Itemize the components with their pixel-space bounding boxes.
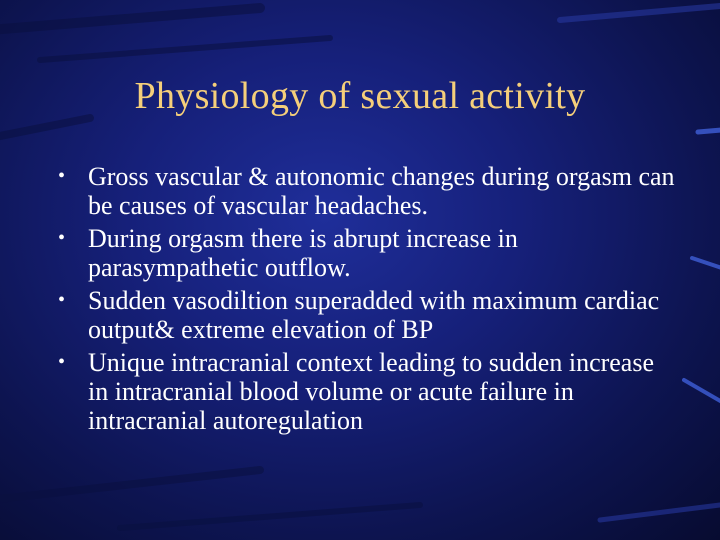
- bullet-text: Unique intracranial context leading to sudden increase in intracranial blood volume or acute failure in intracranial autoregulation: [88, 348, 655, 435]
- bullet-text: Gross vascular & autonomic changes during orgasm can be causes of vascular headaches.: [88, 162, 675, 220]
- bullet-text: During orgasm there is abrupt increase in parasympathetic outflow.: [88, 224, 518, 282]
- bullet-dot-icon: •: [58, 227, 66, 249]
- bullet-dot-icon: •: [58, 289, 66, 311]
- bullet-item: [58, 162, 678, 220]
- bullet-item: [58, 286, 678, 344]
- bullet-item: [58, 348, 678, 435]
- bullet-dot-icon: •: [58, 165, 66, 187]
- bullet-item: [58, 224, 678, 282]
- bullet-list: [58, 162, 678, 439]
- bullet-text: Sudden vasodiltion superadded with maximum cardiac output& extreme elevation of BP: [88, 286, 660, 344]
- bullet-dot-icon: •: [58, 351, 66, 373]
- slide-title: Physiology of sexual activity: [134, 75, 586, 117]
